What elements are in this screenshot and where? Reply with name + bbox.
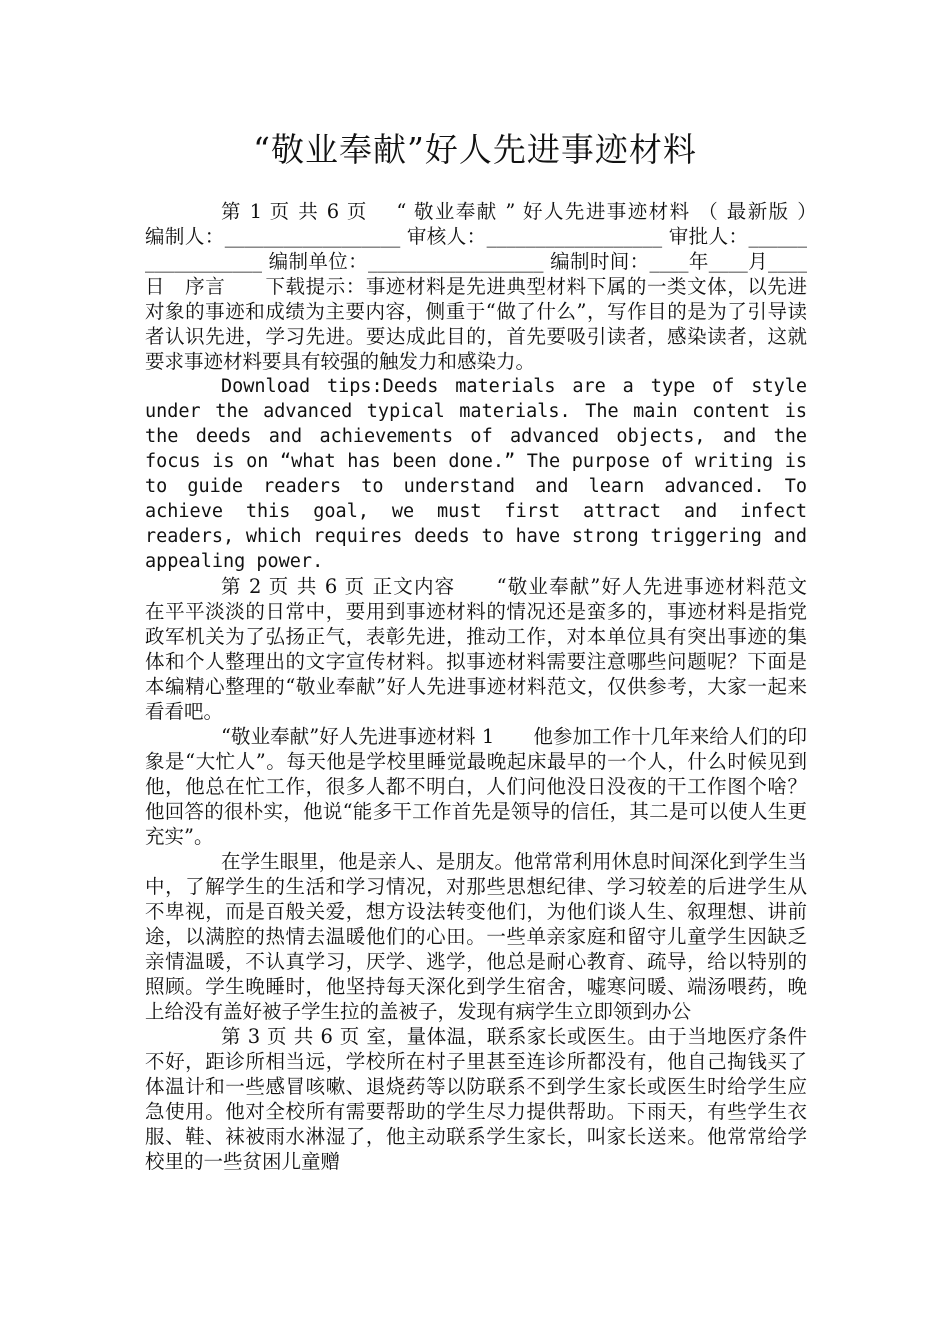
paragraph-download-tips-english: Download tips:Deeds materials are a type of style under the advanced typical materials. The main content is the deeds and achievements of advanced objects, and the focus is on “what has been done.” The purpose of writing is to guide readers to understand and learn advanced. To achieve this goal, we must first attract and infect readers, which requires deeds to have strong triggering and appealing power. — [145, 376, 807, 572]
paragraph-header-info: 第 1 页 共 6 页 “ 敬业奉献 ” 好人先进事迹材料 （ 最新版 ） 编制人：__________________ 审核人：__________________ 审批人：__________________ 编制单位：__________________ 编制时间：____年____月____日 序言 下载提示：事迹材料是先进典型材料下属的一类文体，以先进对象的事迹和成绩为主要内容，侧重于“做了什么”，写作目的是为了引导读者认识先进，学习先进。要达成此目的，首先要吸引读者，感染读者，这就要求事迹材料要具有较强的触发力和感染力。 — [145, 200, 847, 373]
document-title: “敬业奉献”好人先进事迹材料 — [253, 130, 697, 169]
paragraph-students: 在学生眼里，他是亲人、是朋友。他常常利用休息时间深化到学生当中，了解学生的生活和学习情况，对那些思想纪律、学习较差的后进学生从不卑视，而是百般关爱，想方设法转变他们，为他们谈人生、叙理想、讲前途，以满腔的热情去温暖他们的心田。一些单亲家庭和留守儿童学生因缺乏亲情温暖，不认真学习，厌学、逃学，他总是耐心教育、疏导，给以特别的照顾。学生晚睡时，他坚持每天深化到学生宿舍，嘘寒问暖、端汤喂药，晚上给没有盖好被子学生拉的盖被子，发现有病学生立即领到办公 — [145, 850, 807, 1023]
document-body — [145, 199, 847, 1174]
paragraph-example-1: “敬业奉献”好人先进事迹材料 1 他参加工作十几年来给人们的印象是“大忙人”。每天他是学校里睡觉最晚起床最早的一个人，什么时候见到他，他总在忙工作，很多人都不明白，人们问他没日没夜的干工作图个啥？他回答的很朴实，他说“能多干工作首先是领导的信任，其二是可以使人生更充实”。 — [145, 725, 807, 848]
paragraph-page-3: 第 3 页 共 6 页 室，量体温，联系家长或医生。由于当地医疗条件不好，距诊所相当远，学校所在村子里甚至连诊所都没有，他自己掏钱买了体温计和一些感冒咳嗽、退烧药等以防联系不到学生家长或医生时给学生应急使用。他对全校所有需要帮助的学生尽力提供帮助。下雨天，有些学生衣服、鞋、袜被雨水淋湿了，他主动联系学生家长，叫家长送来。他常常给学校里的一些贫困儿童赠 — [145, 1025, 807, 1173]
paragraph-main-intro: 第 2 页 共 6 页 正文内容 “敬业奉献”好人先进事迹材料范文 在平平淡淡的日常中，要用到事迹材料的情况还是蛮多的，事迹材料是指党政军机关为了弘扬正气，表彰先进，推动工作，对本单位具有突出事迹的集体和个人整理出的文字宣传材料。拟事迹材料需要注意哪些问题呢？下面是本编精心整理的“敬业奉献”好人先进事迹材料范文，仅供参考，大家一起来看看吧。 — [145, 575, 847, 723]
